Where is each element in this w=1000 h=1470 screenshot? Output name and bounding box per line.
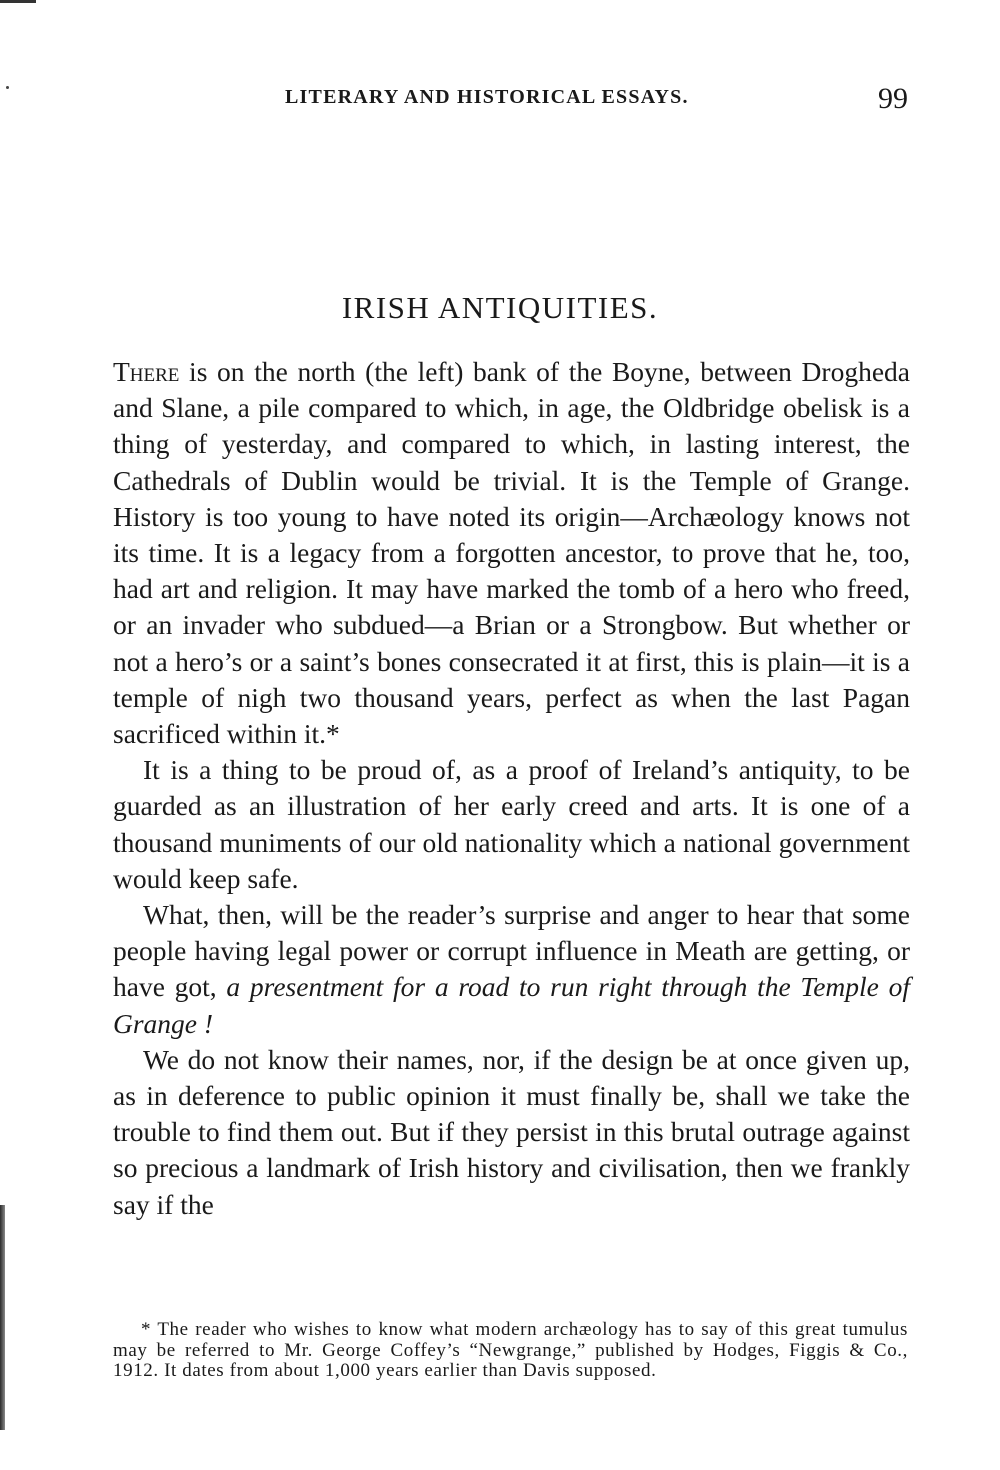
paragraph-4: We do not know their names, nor, if the design be at once given up, as in deference to public opinion it must finally be, shall we take the trouble to find them out. But if they persist in this brutal outrage against so precious a landmark of Irish history and civilisation, then we frankly say if the [113,1043,910,1220]
binding-shadow [0,1205,5,1430]
essay-title: IRISH ANTIQUITIES. [341,290,659,325]
paragraph-3-italic: a presentment for a road to run right through the Temple of Grange ! [113,971,910,1039]
running-title: LITERARY AND HISTORICAL ESSAYS. [285,86,689,108]
paragraph-3-text: What, then, will be the reader’s surprise and anger to hear that some people having legal power or corrupt influence in Meath are getting, or have got, [113,899,910,1003]
page-number: 99 [878,82,908,115]
running-head [0,82,1000,116]
paragraph-3 [113,897,910,1042]
page-corner-mark [0,0,36,3]
paragraph-1 [113,354,910,752]
footnote: * The reader who wishes to know what modern archæology has to say of this great tumulus may be referred to Mr. George Coffey’s “Newgrange,” published by Hodges, Figgis & Co., 1912. It dates from about 1,000 years earlier than Davis supposed. [113,1319,908,1381]
paragraph-2: It is a thing to be proud of, as a proof of Ireland’s antiquity, to be guarded as an illustration of her early creed and arts. It is one of a thousand muniments of our old nationality which a national government would keep safe. [113,754,910,894]
opening-word: There [113,356,180,387]
essay-body [113,354,910,1223]
paragraph-1-text: is on the north (the left) bank of the Boyne, between Drogheda and Slane, a pile compared to which, in age, the Oldbridge obelisk is a thing of yesterday, and compared to which, in lasting interest, the Cathedrals of Dublin would be trivial. It is the Temple of Grange. History is too young to have noted its origin—Archæology knows not its time. It is a legacy from a forgotten ancestor, to prove that he, too, had art and religion. It may have marked the tomb of a hero who freed, or an invader who subdued—a Brian or a Strongbow. But whether or not a hero’s or a saint’s bones consecrated it at first, this is plain—it is a temple of nigh two thousand years, perfect as when the last Pagan sacrificed within it.* [113,356,910,750]
